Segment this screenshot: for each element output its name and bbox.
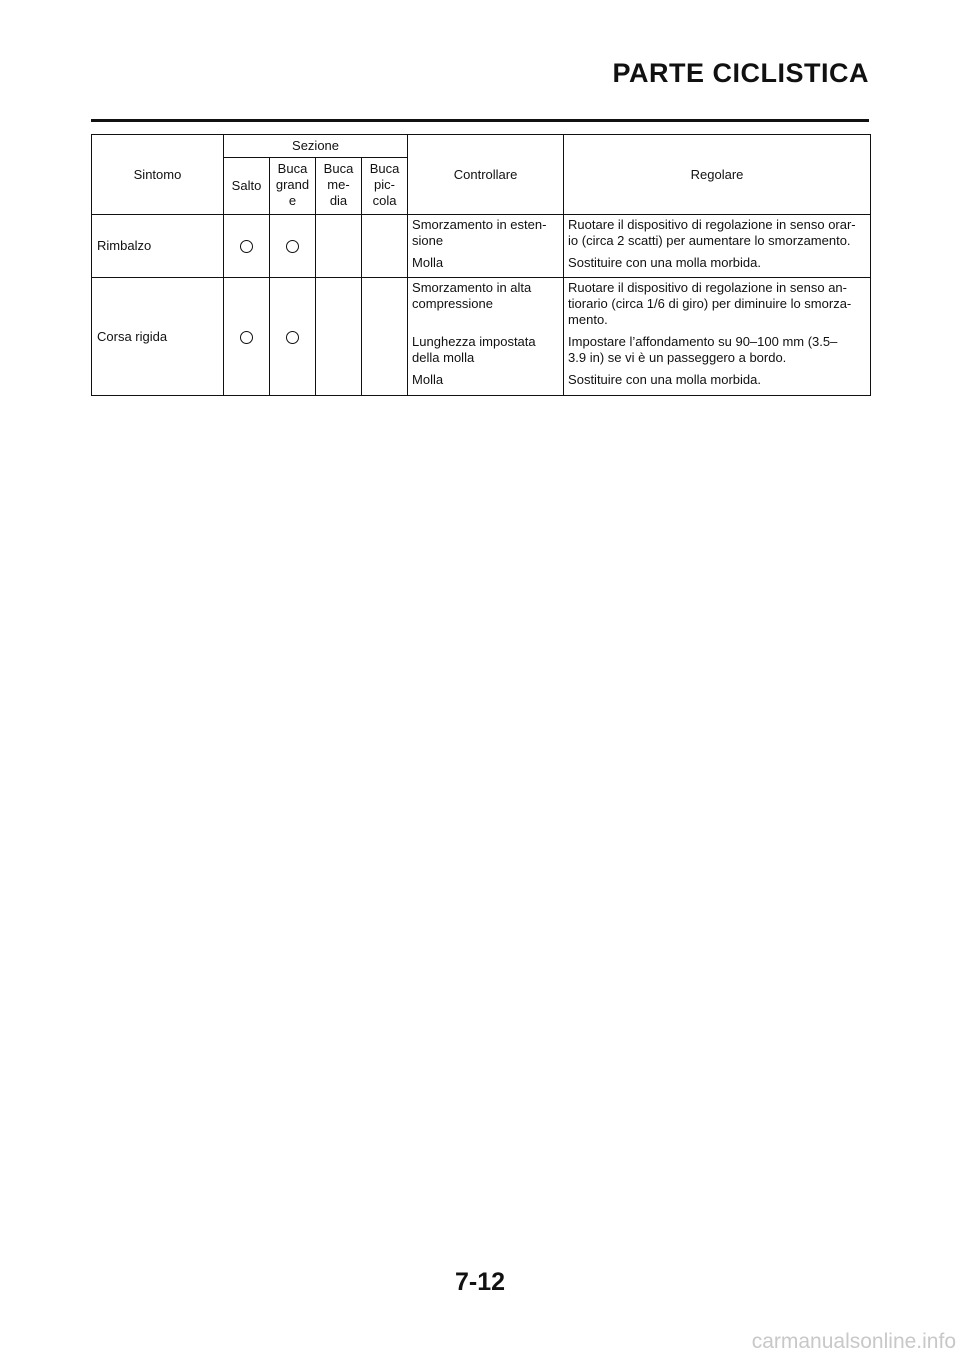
circle-mark-icon xyxy=(240,240,253,253)
check-cell: Smorzamento in alta compressione Lunghezza impostata della molla Molla xyxy=(408,278,564,396)
header-regolare: Regolare xyxy=(564,135,871,215)
page-number: 7-12 xyxy=(454,1268,506,1296)
header-rule xyxy=(91,119,869,122)
check-cell: Smorzamento in esten- sione Molla xyxy=(408,215,564,278)
adjust-cell: Ruotare il dispositivo di regolazione in senso orar- io (circa 2 scatti) per aumentare lo smorzamento. Sostituire con una molla morbida. xyxy=(564,215,871,278)
header-controllare: Controllare xyxy=(408,135,564,215)
troubleshooting-table xyxy=(91,134,871,396)
header-buca-grande: Buca grand e xyxy=(270,158,316,215)
header-buca-piccola: Buca pic- cola xyxy=(362,158,408,215)
header-sezione: Sezione xyxy=(224,135,408,158)
symptom-corsa-rigida: Corsa rigida xyxy=(92,278,224,396)
header-buca-media: Buca me- dia xyxy=(316,158,362,215)
adjust-cell: Ruotare il dispositivo di regolazione in senso an- tiorario (circa 1/6 di giro) per diminuire lo smorza- mento. Impostare l’affondamento su 90–100 mm (3.5– 3.9 in) se vi è un passeggero a bordo. Sostituire con una molla morbida. xyxy=(564,278,871,396)
circle-mark-icon xyxy=(286,240,299,253)
circle-mark-icon xyxy=(240,331,253,344)
circle-mark-icon xyxy=(286,331,299,344)
header-salto: Salto xyxy=(224,158,270,215)
page-title: PARTE CICLISTICA xyxy=(612,58,869,88)
table-row xyxy=(92,215,871,278)
table-row xyxy=(92,278,871,396)
header-sintomo: Sintomo xyxy=(92,135,224,215)
symptom-rimbalzo: Rimbalzo xyxy=(92,215,224,278)
watermark: carmanualsonline.info xyxy=(751,1330,956,1353)
